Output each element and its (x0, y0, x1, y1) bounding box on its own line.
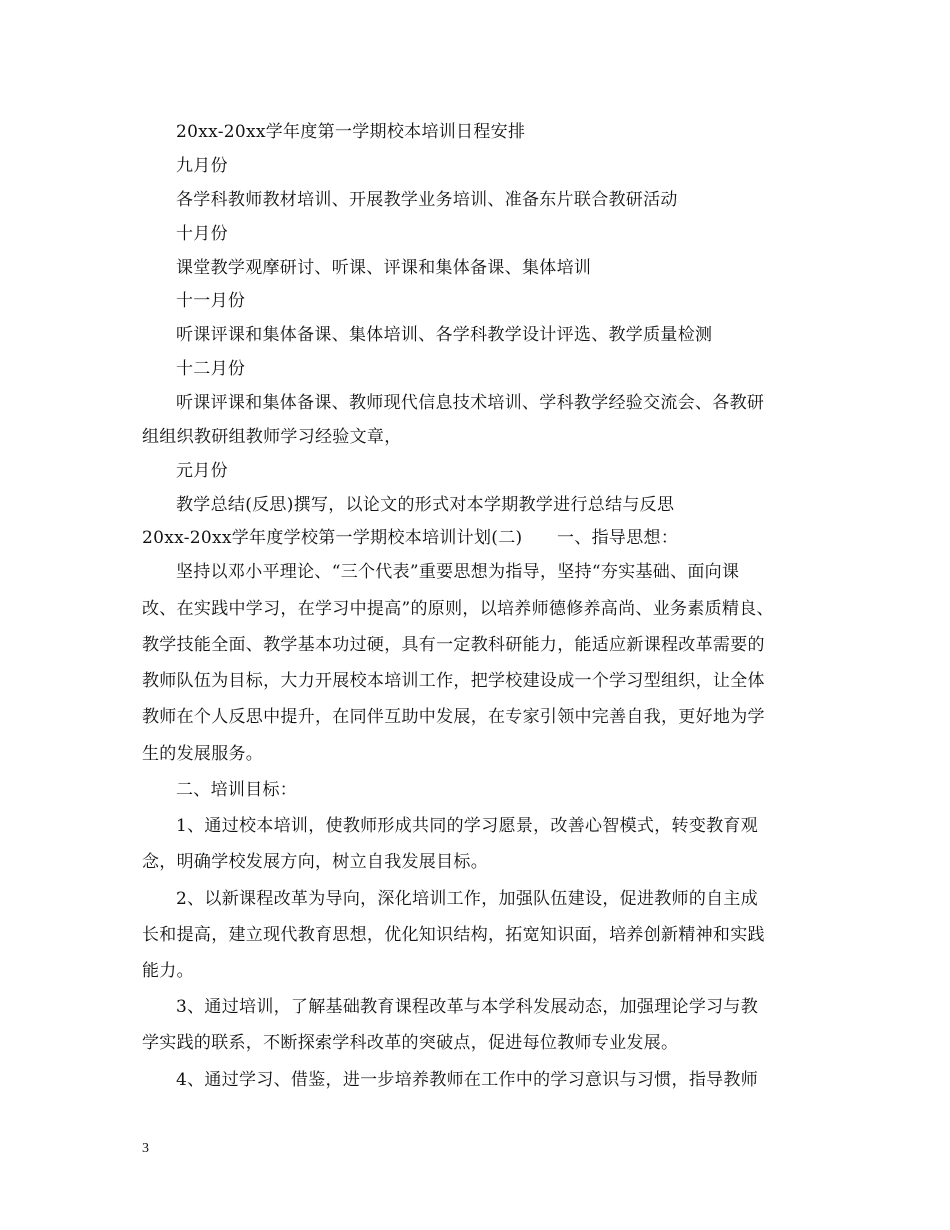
october-activities: 课堂教学观摩研讨、听课、评课和集体备课、集体培训 (176, 258, 592, 278)
goal-2-line-1: 2、以新课程改革为导向，深化培训工作，加强队伍建设，促进教师的自主成 (176, 889, 759, 909)
goal-2-line-3: 能力。 (142, 961, 194, 981)
goal-1-line-2: 念，明确学校发展方向，树立自我发展目标。 (142, 852, 488, 872)
september-activities: 各学科教师教材培训、开展教学业务培训、准备东片联合教研活动 (176, 190, 678, 210)
december-activities-line-2: 组组织教研组教师学习经验文章， (142, 427, 402, 447)
guiding-thought-line-1: 坚持以邓小平理论、“三个代表”重要思想为指导，坚持“夯实基础、面向课 (176, 562, 740, 582)
month-heading-september: 九月份 (176, 156, 228, 176)
guiding-thought-line-4: 教师队伍为目标，大力开展校本培训工作，把学校建设成一个学习型组织，让全体 (142, 671, 765, 691)
goal-3-line-2: 学实践的联系，不断探索学科改革的突破点，促进每位教师专业发展。 (142, 1033, 679, 1053)
page-number: 3 (142, 1141, 149, 1156)
goal-2-line-2: 长和提高，建立现代教育思想，优化知识结构，拓宽知识面，培养创新精神和实践 (142, 925, 765, 945)
month-heading-october: 十月份 (176, 224, 228, 244)
month-heading-january: 元月份 (176, 461, 228, 481)
goal-4-line-1: 4、通过学习、借鉴，进一步培养教师在工作中的学习意识与习惯，指导教师 (176, 1070, 759, 1090)
month-heading-november: 十一月份 (176, 291, 246, 311)
plan-two-title: 20xx-20xx学年度学校第一学期校本培训计划(二) 一、指导思想： (142, 528, 679, 548)
month-heading-december: 十二月份 (176, 359, 246, 379)
goal-3-line-1: 3、通过培训，了解基础教育课程改革与本学科发展动态，加强理论学习与教 (176, 997, 759, 1017)
january-activities: 教学总结(反思)撰写，以论文的形式对本学期教学进行总结与反思 (176, 495, 675, 515)
guiding-thought-line-3: 教学技能全面、教学基本功过硬，具有一定教科研能力，能适应新课程改革需要的 (142, 635, 765, 655)
goal-1-line-1: 1、通过校本培训，使教师形成共同的学习愿景，改善心智模式，转变教育观 (176, 816, 759, 836)
guiding-thought-line-6: 生的发展服务。 (142, 744, 264, 764)
schedule-title: 20xx-20xx学年度第一学期校本培训日程安排 (176, 122, 526, 142)
guiding-thought-line-5: 教师在个人反思中提升，在同伴互助中发展，在专家引领中完善自我，更好地为学 (142, 707, 765, 727)
december-activities-line-1: 听课评课和集体备课、教师现代信息技术培训、学科教学经验交流会、各教研 (176, 393, 765, 413)
november-activities: 听课评课和集体备课、集体培训、各学科教学设计评选、教学质量检测 (176, 325, 713, 345)
section-heading-training-goals: 二、培训目标： (176, 780, 298, 800)
guiding-thought-line-2: 改、在实践中学习，在学习中提高”的原则，以培养师德修养高尚、业务素质精良、 (142, 599, 774, 619)
